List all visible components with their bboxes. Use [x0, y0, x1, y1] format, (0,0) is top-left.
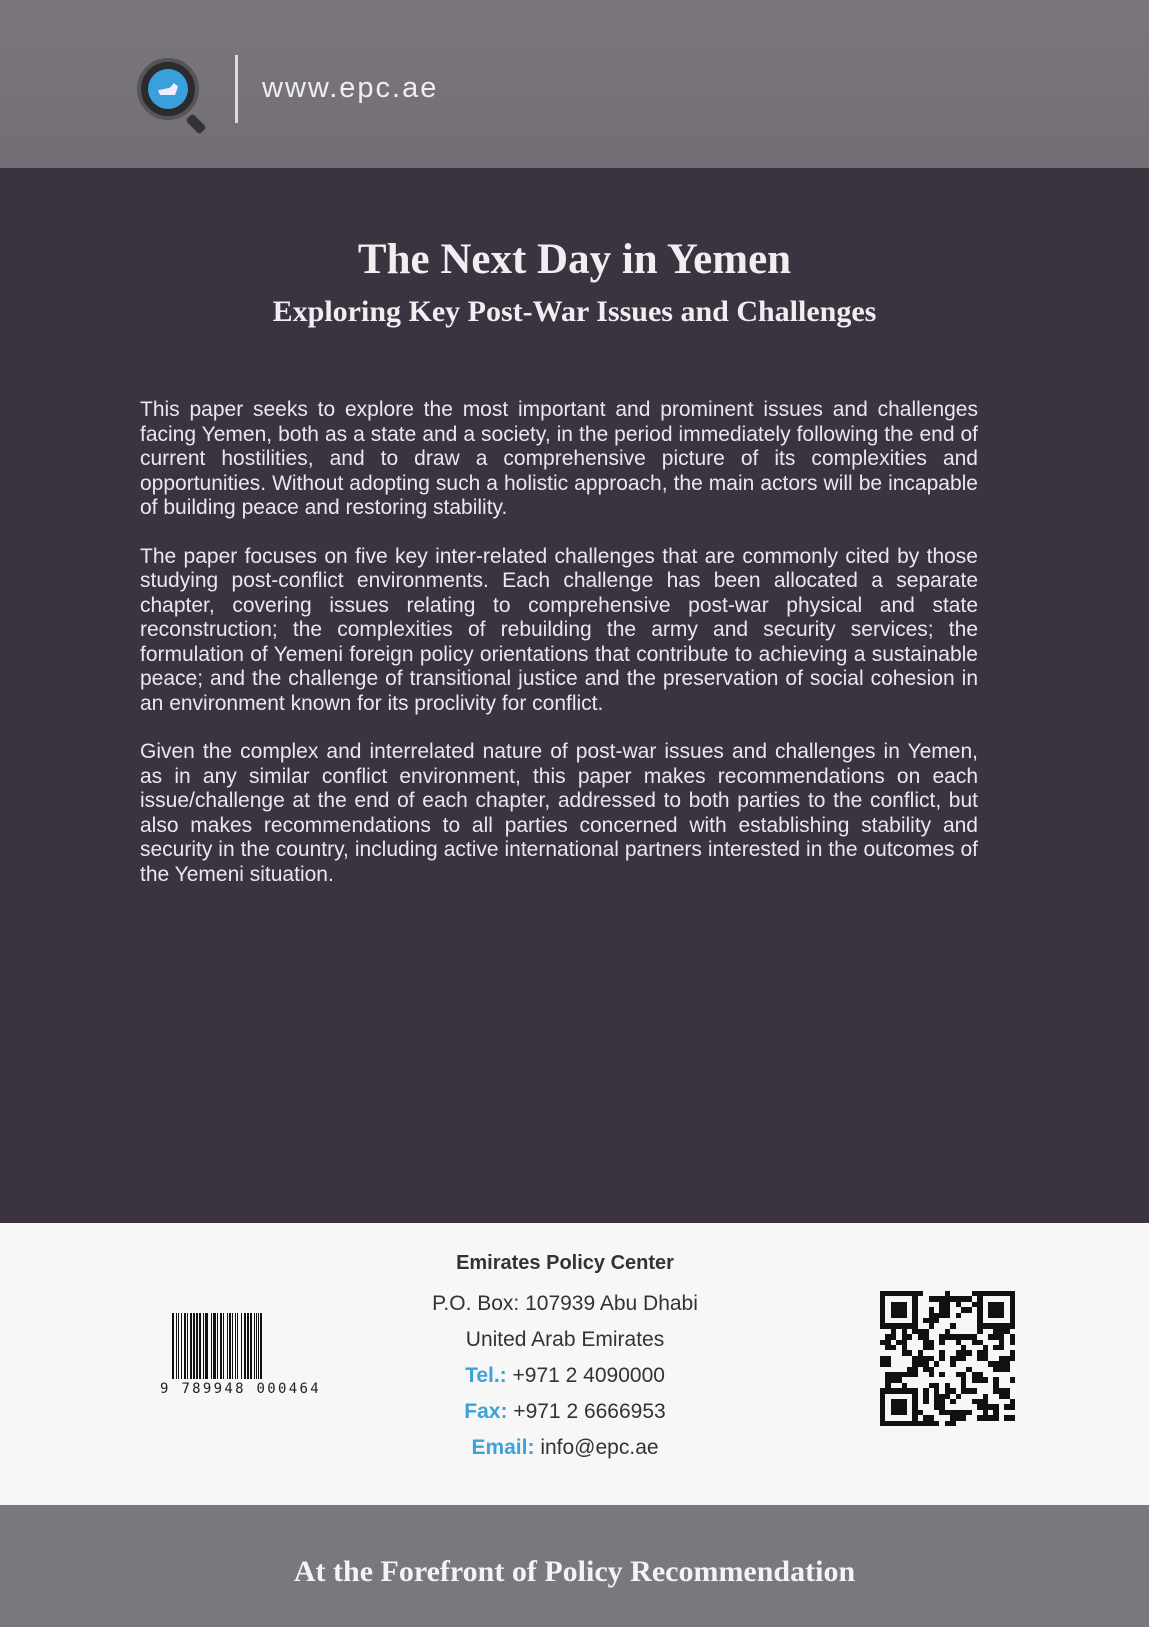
- epc-logo-icon: [137, 58, 199, 120]
- header-band: [0, 0, 1149, 168]
- tagline: At the Forefront of Policy Recommendation: [293, 1555, 856, 1588]
- org-name: Emirates Policy Center: [456, 1252, 674, 1274]
- blurb-paragraph: The paper focuses on five key inter-related challenges that are commonly cited by those studying post-conflict environments. Each challenge has been allocated a separate chapter, covering issues relating to comprehensive post-war physical and state reconstruction; the complexities of rebuilding the army and security services; the formulation of Yemeni foreign policy orientations that contribute to achieving a sustainable peace; and the challenge of transitional justice and the preservation of social cohesion in an environment known for its proclivity for conflict.: [140, 544, 978, 715]
- blurb: [140, 398, 978, 911]
- isbn-number: 9 789948 000464: [160, 1381, 321, 1397]
- qr-code[interactable]: [880, 1291, 1015, 1426]
- blurb-paragraph: This paper seeks to explore the most important and prominent issues and challenges facing Yemen, both as a state and a society, in the period immediately following the end of current hostilities, and to draw a comprehensive picture of its complexities and opportunities. Without adopting such a holistic approach, the main actors will be incapable of building peace and restoring stability.: [140, 398, 978, 519]
- barcode-bars: [172, 1313, 330, 1379]
- fax-label: Fax:: [464, 1400, 508, 1423]
- isbn-barcode: [160, 1313, 330, 1398]
- email-label: Email:: [471, 1436, 535, 1459]
- book-title: The Next Day in Yemen: [357, 236, 792, 283]
- blurb-paragraph: Given the complex and interrelated nature of post-war issues and challenges in Yemen, as in any similar conflict environment, this paper makes recommendations on each issue/challenge at the end of each chapter, addressed to both parties to the conflict, but also makes recommendations to all parties concerned with establishing stability and security in the country, including active international partners interested in the outcomes of the Yemeni situation.: [140, 740, 978, 886]
- email-value[interactable]: info@epc.ae: [534, 1436, 659, 1459]
- tel-label: Tel.:: [465, 1364, 507, 1387]
- divider: [235, 55, 238, 123]
- website-link[interactable]: www.epc.ae: [262, 72, 439, 104]
- fax-value: +971 2 6666953: [507, 1400, 666, 1423]
- po-box: P.O. Box: 107939 Abu Dhabi: [432, 1292, 698, 1315]
- tel-value: +971 2 4090000: [506, 1364, 665, 1387]
- country: United Arab Emirates: [465, 1328, 665, 1351]
- contact-info: [400, 1252, 730, 1472]
- book-subtitle: Exploring Key Post-War Issues and Challenges: [272, 295, 877, 328]
